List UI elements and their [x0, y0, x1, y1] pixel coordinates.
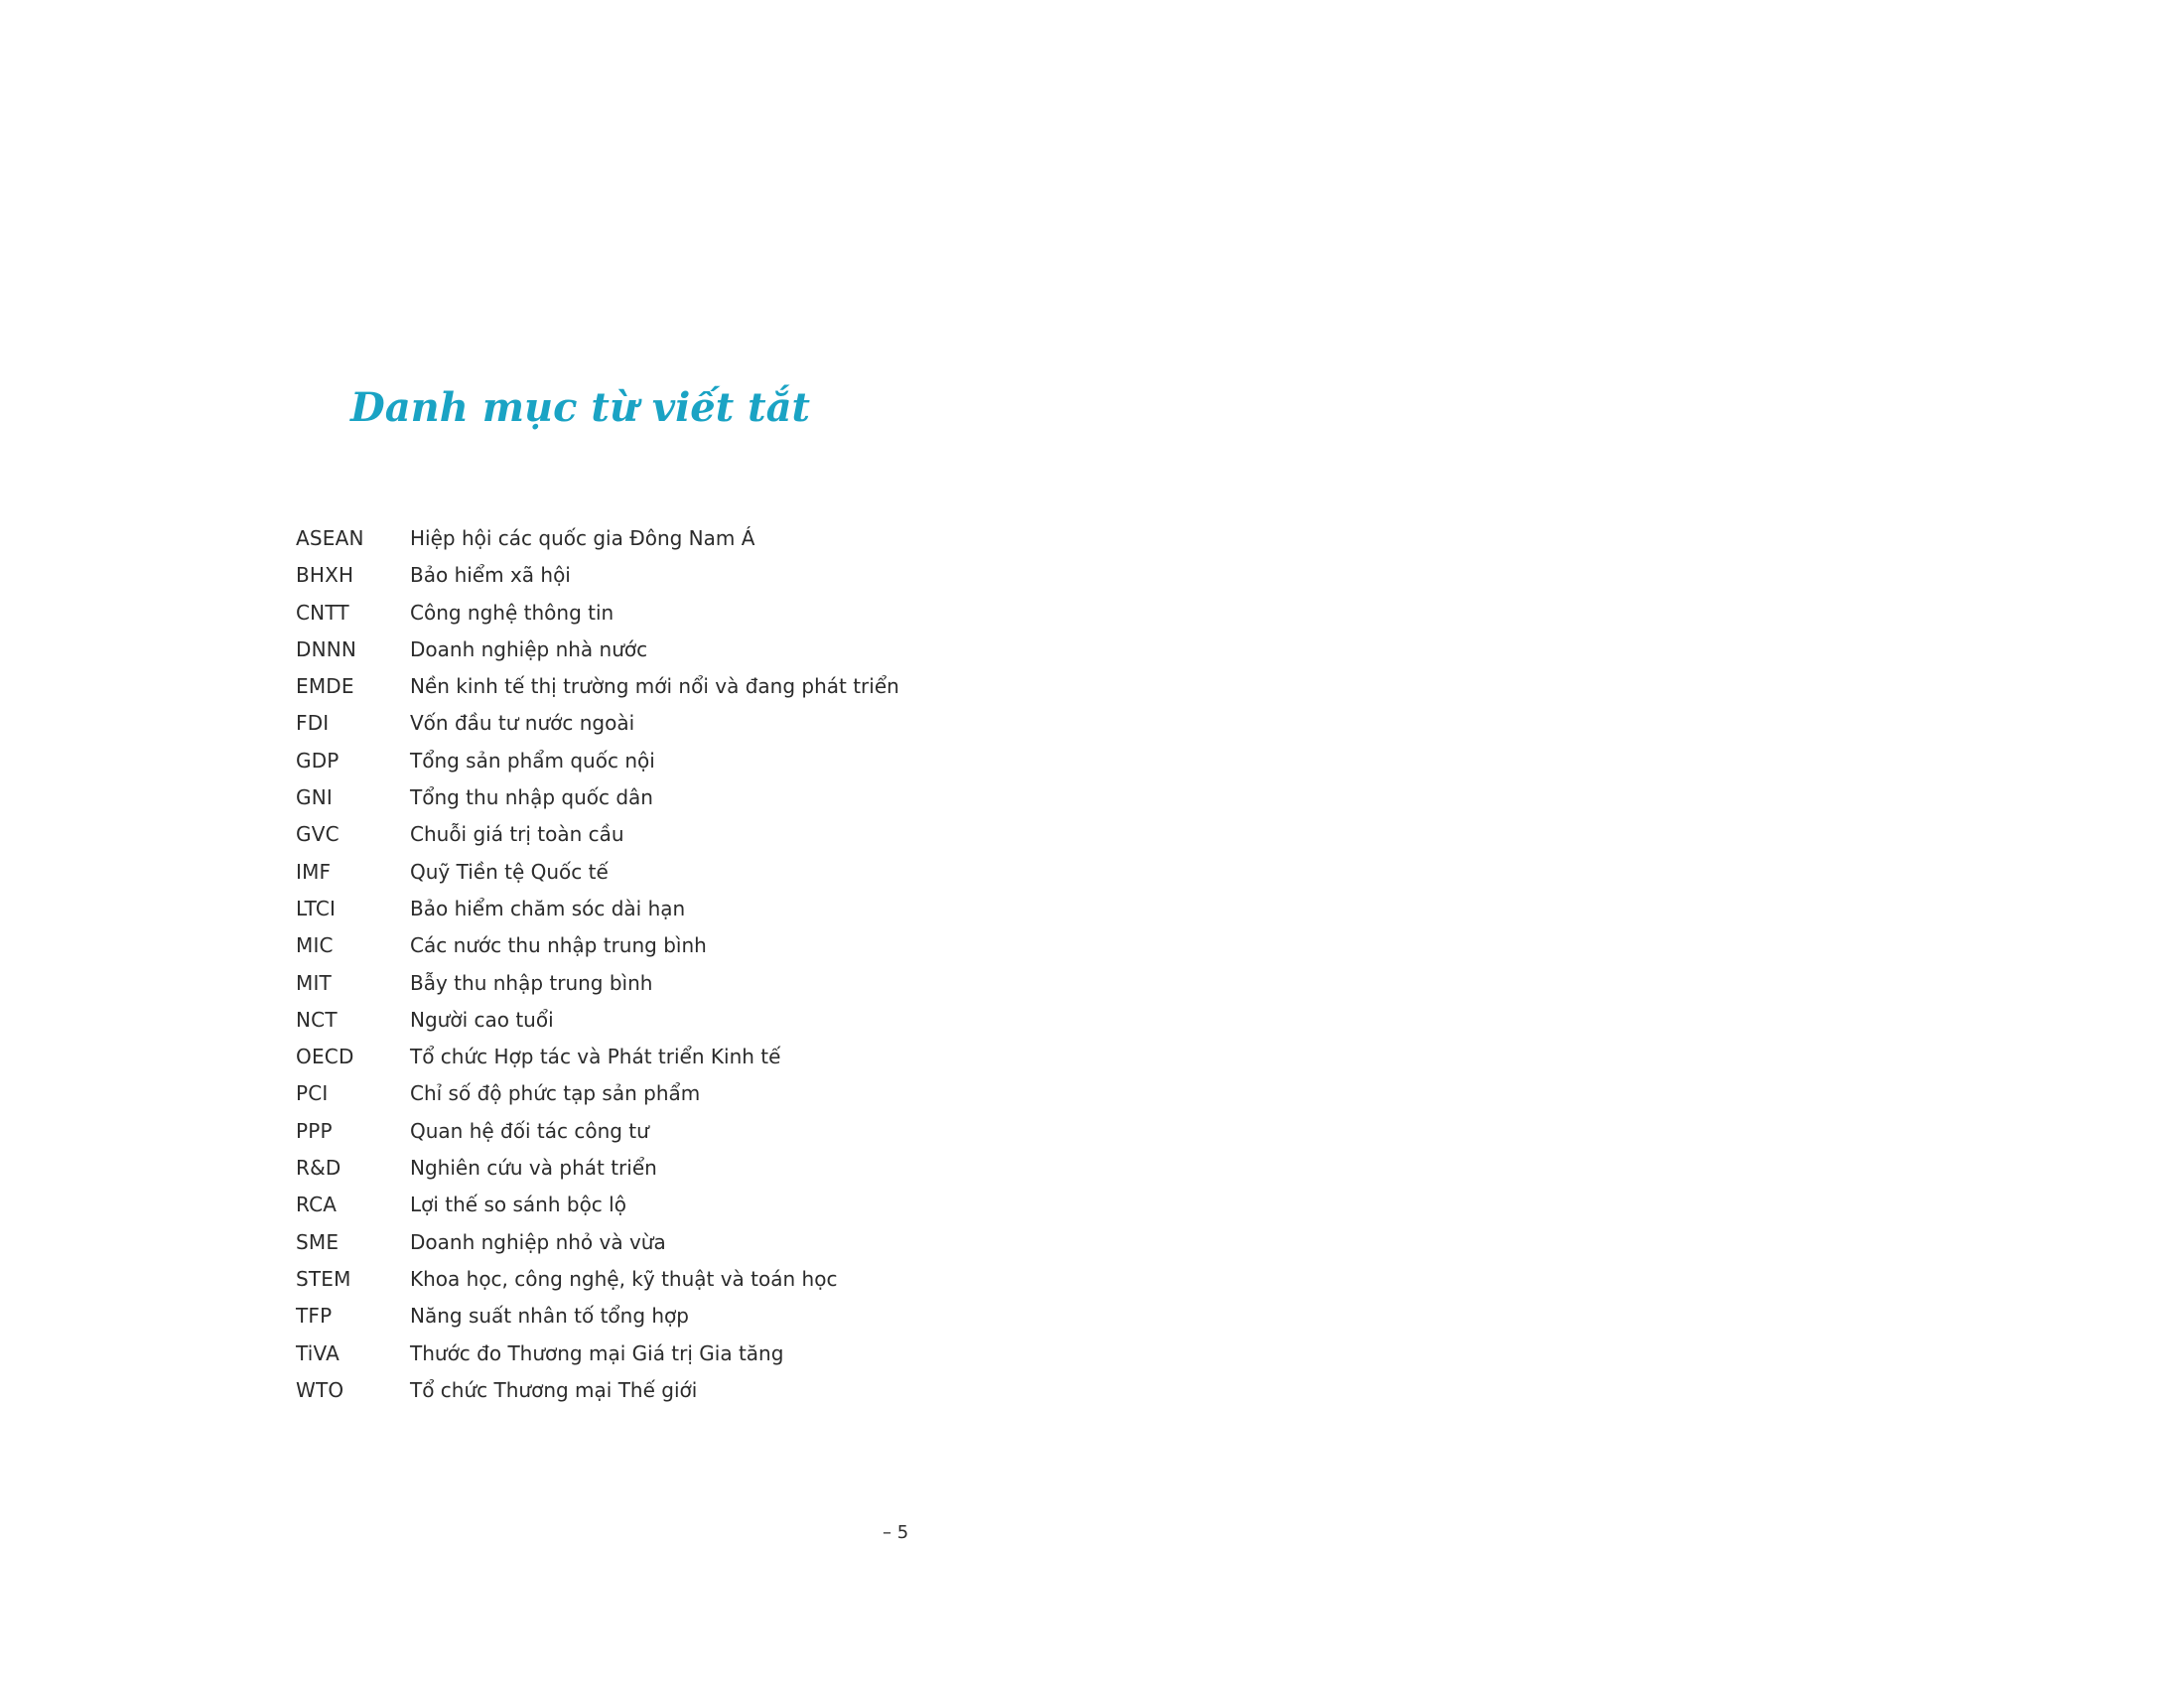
abbreviation-row: [296, 1187, 899, 1223]
abbreviation-row: [296, 1150, 899, 1187]
abbreviation-row: [296, 632, 899, 668]
abbreviation-term: BHXH: [296, 563, 354, 588]
abbreviation-term: RCA: [296, 1193, 338, 1217]
abbreviation-row: [296, 1224, 899, 1261]
abbreviation-meaning: Vốn đầu tư nước ngoài: [410, 711, 635, 736]
abbreviation-term: TFP: [296, 1304, 333, 1329]
abbreviation-meaning: Năng suất nhân tố tổng hợp: [410, 1304, 689, 1329]
abbreviation-term: R&D: [296, 1156, 341, 1181]
abbreviation-meaning: Doanh nghiệp nhỏ và vừa: [410, 1229, 666, 1254]
abbreviation-row: [296, 891, 899, 927]
abbreviation-meaning: Chỉ số độ phức tạp sản phẩm: [410, 1081, 701, 1106]
abbreviation-meaning: Tổ chức Hợp tác và Phát triển Kinh tế: [410, 1045, 781, 1069]
abbreviation-meaning: Bảo hiểm xã hội: [410, 563, 571, 588]
abbreviation-meaning: Quỹ Tiền tệ Quốc tế: [410, 859, 609, 884]
abbreviation-meaning: Các nước thu nhập trung bình: [410, 933, 707, 958]
abbreviation-term: STEM: [296, 1266, 351, 1291]
abbreviation-term: EMDE: [296, 674, 354, 699]
abbreviation-row: [296, 854, 899, 891]
abbreviation-row: [296, 705, 899, 742]
abbreviation-row: [296, 1113, 899, 1150]
abbreviation-meaning: Doanh nghiệp nhà nước: [410, 636, 648, 661]
abbreviation-row: [296, 927, 899, 964]
abbreviation-meaning: Thước đo Thương mại Giá trị Gia tăng: [410, 1340, 784, 1365]
abbreviation-row: [296, 743, 899, 779]
abbreviation-meaning: Bẫy thu nhập trung bình: [410, 970, 653, 995]
abbreviation-row: [296, 520, 899, 557]
abbreviation-meaning: Quan hệ đối tác công tư: [410, 1118, 649, 1143]
abbreviation-meaning: Hiệp hội các quốc gia Đông Nam Á: [410, 526, 755, 550]
abbreviation-row: [296, 779, 899, 816]
abbreviation-row: [296, 1336, 899, 1372]
abbreviation-term: CNTT: [296, 600, 349, 625]
abbreviation-row: [296, 1002, 899, 1039]
abbreviation-meaning: Tổng sản phẩm quốc nội: [410, 748, 655, 773]
abbreviation-term: OECD: [296, 1045, 354, 1069]
abbreviation-term: MIC: [296, 933, 334, 958]
abbreviation-meaning: Bảo hiểm chăm sóc dài hạn: [410, 896, 686, 920]
abbreviation-row: [296, 668, 899, 705]
abbreviation-row: [296, 1261, 899, 1298]
abbreviation-meaning: Khoa học, công nghệ, kỹ thuật và toán học: [410, 1266, 838, 1291]
abbreviation-term: PPP: [296, 1118, 333, 1143]
abbreviation-term: SME: [296, 1229, 340, 1254]
abbreviation-term: ASEAN: [296, 526, 364, 550]
abbreviation-meaning: Tổng thu nhập quốc dân: [410, 785, 653, 810]
abbreviation-list: [296, 520, 899, 1409]
abbreviation-meaning: Chuỗi giá trị toàn cầu: [410, 822, 624, 847]
abbreviation-term: NCT: [296, 1007, 338, 1032]
abbreviation-term: GDP: [296, 748, 340, 773]
page-title: Danh mục từ viết tắt: [350, 384, 811, 431]
abbreviation-meaning: Nền kinh tế thị trường mới nổi và đang phát triển: [410, 674, 899, 699]
abbreviation-term: IMF: [296, 859, 332, 884]
abbreviation-meaning: Người cao tuổi: [410, 1007, 554, 1032]
abbreviation-term: TiVA: [296, 1340, 341, 1365]
abbreviation-term: LTCI: [296, 896, 337, 920]
abbreviation-term: GVC: [296, 822, 340, 847]
abbreviation-row: [296, 1372, 899, 1409]
abbreviation-meaning: Nghiên cứu và phát triển: [410, 1156, 657, 1181]
abbreviation-term: FDI: [296, 711, 330, 736]
abbreviation-row: [296, 1298, 899, 1335]
abbreviation-meaning: Công nghệ thông tin: [410, 600, 614, 625]
abbreviation-term: DNNN: [296, 636, 357, 661]
abbreviation-row: [296, 816, 899, 853]
abbreviation-term: GNI: [296, 785, 333, 810]
abbreviation-row: [296, 595, 899, 632]
abbreviation-term: MIT: [296, 970, 332, 995]
abbreviation-meaning: Tổ chức Thương mại Thế giới: [410, 1377, 698, 1402]
page-number: – 5: [883, 1522, 909, 1543]
abbreviation-term: WTO: [296, 1377, 344, 1402]
abbreviation-meaning: Lợi thế so sánh bộc lộ: [410, 1193, 626, 1217]
abbreviation-row: [296, 1039, 899, 1075]
abbreviation-row: [296, 557, 899, 594]
abbreviation-term: PCI: [296, 1081, 329, 1106]
abbreviation-row: [296, 1075, 899, 1112]
abbreviation-row: [296, 965, 899, 1002]
